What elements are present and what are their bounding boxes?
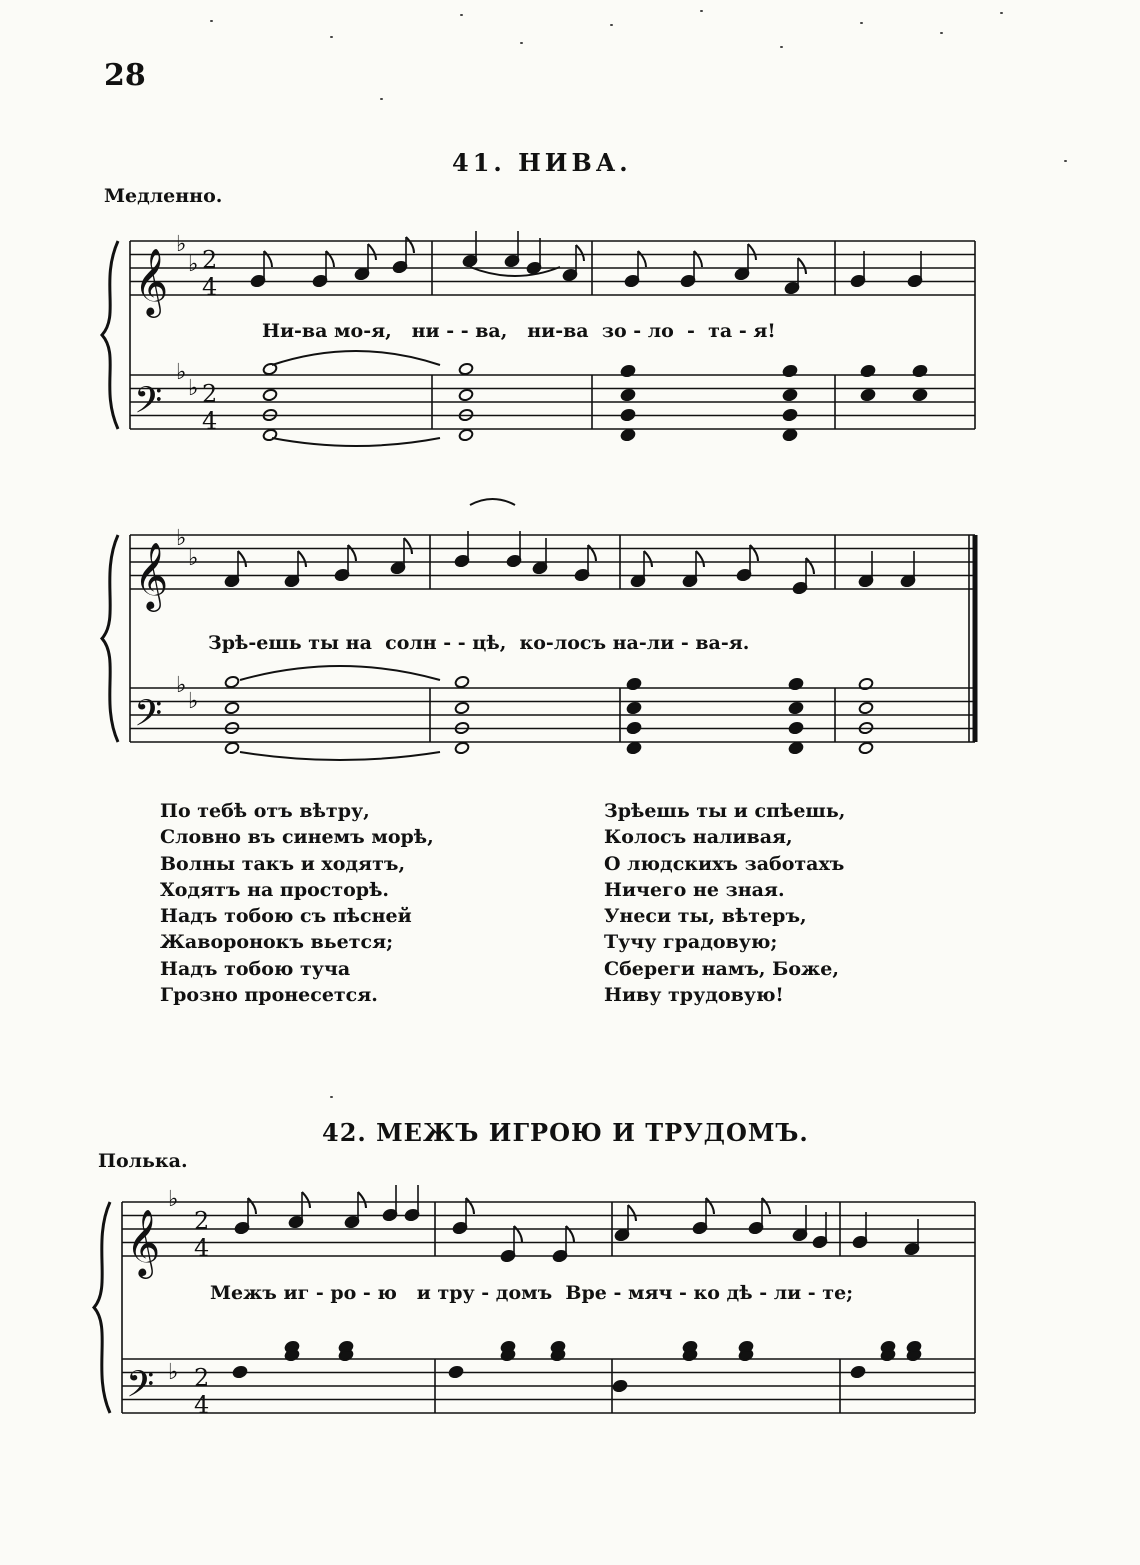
time-signature-bottom: 4 <box>194 1391 210 1419</box>
note-head <box>458 388 473 401</box>
flat-sign: ♭ <box>176 526 187 551</box>
note-head <box>224 701 239 714</box>
note-head <box>262 428 277 441</box>
system-3-grand-staff <box>94 1185 975 1419</box>
flat-sign: ♭ <box>176 360 187 385</box>
verse-line: Жаворонокъ вьется; <box>160 931 394 954</box>
verse-line: Ходятъ на просторѣ. <box>160 878 390 901</box>
note-flag <box>238 551 246 567</box>
treble-clef: 𝄞 <box>134 541 169 609</box>
slur <box>240 752 440 760</box>
slur <box>240 666 440 680</box>
note-head <box>620 408 635 421</box>
note-head <box>782 408 797 421</box>
note-head <box>612 1379 627 1392</box>
time-signature-bottom: 4 <box>194 1234 210 1262</box>
verse-line: Ничего не зная. <box>604 878 785 901</box>
brace <box>102 241 118 429</box>
note-head <box>262 388 277 401</box>
note-flag <box>302 1192 310 1208</box>
note-head <box>454 741 469 754</box>
flat-sign: ♭ <box>168 1187 179 1212</box>
song-41-title: 41. НИВА. <box>452 148 632 177</box>
note-head <box>454 701 469 714</box>
verse-line: Грозно пронесется. <box>160 984 378 1007</box>
song-41-tempo: Медленно. <box>104 185 223 207</box>
note-head <box>912 388 927 401</box>
note-head <box>454 675 469 688</box>
time-signature-top: 2 <box>202 380 218 408</box>
note-flag <box>466 1198 474 1214</box>
verse-line: Волны такъ и ходятъ, <box>160 852 406 875</box>
song-41-lyrics-line-2: Зрѣ-ешь ты на солн - - цѣ, ко-лосъ на-ли - ва-я. <box>208 632 750 654</box>
song-42-lyrics-line-1: Межъ иг - ро - ю и тру - домъ Вре - мяч - ко дѣ - ли - те; <box>210 1282 854 1304</box>
treble-clef: 𝄞 <box>126 1208 161 1276</box>
note-flag <box>326 251 334 267</box>
note-flag <box>248 1198 256 1214</box>
flat-sign: ♭ <box>188 689 199 714</box>
note-flag <box>706 1198 714 1214</box>
note-flag <box>588 545 596 561</box>
note-head <box>620 388 635 401</box>
time-signature-top: 2 <box>202 246 218 274</box>
bass-clef: 𝄢 <box>134 692 163 744</box>
note-head <box>858 741 873 754</box>
verse-line: О людскихъ заботахъ <box>604 852 845 875</box>
note-flag <box>576 245 584 261</box>
song-42-title: 42. МЕЖЪ ИГРОЮ И ТРУДОМЪ. <box>322 1118 809 1147</box>
treble-clef: 𝄞 <box>134 247 169 315</box>
note-head <box>448 1365 463 1378</box>
verse-line: Сбереги намъ, Боже, <box>604 957 839 980</box>
note-flag <box>644 551 652 567</box>
bass-clef: 𝄢 <box>134 379 163 431</box>
verse-line: Надъ тобою съ пѣсней <box>160 905 412 928</box>
time-signature-bottom: 4 <box>202 273 218 301</box>
verse-line: Колосъ наливая, <box>604 826 793 849</box>
note-head <box>782 388 797 401</box>
note-flag <box>762 1198 770 1214</box>
flat-sign: ♭ <box>188 376 199 401</box>
bass-clef: 𝄢 <box>126 1363 155 1415</box>
note-flag <box>358 1192 366 1208</box>
system-2-grand-staff <box>102 499 975 760</box>
note-head <box>224 741 239 754</box>
slur <box>470 499 515 505</box>
slur <box>272 438 440 446</box>
note-flag <box>798 258 806 274</box>
note-head <box>788 721 803 734</box>
verse-line: Тучу градовую; <box>604 931 778 954</box>
time-signature-bottom: 4 <box>202 407 218 435</box>
flat-sign: ♭ <box>188 252 199 277</box>
note-head <box>850 1365 865 1378</box>
song-42-tempo: Полька. <box>98 1150 188 1172</box>
note-flag <box>694 251 702 267</box>
flat-sign: ♭ <box>176 673 187 698</box>
brace <box>94 1202 110 1413</box>
flat-sign: ♭ <box>176 232 187 257</box>
note-head <box>782 428 797 441</box>
note-flag <box>298 551 306 567</box>
verse-line: Словно въ синемъ морѣ, <box>160 826 434 849</box>
note-head <box>458 362 473 375</box>
note-head <box>858 701 873 714</box>
verse-line: Ниву трудовую! <box>604 984 784 1007</box>
slur <box>272 351 440 365</box>
note-flag <box>404 538 412 554</box>
verse-line: Унеси ты, вѣтеръ, <box>604 905 807 928</box>
note-head <box>626 741 641 754</box>
note-flag <box>748 244 756 260</box>
brace <box>102 535 118 742</box>
note-head <box>626 721 641 734</box>
time-signature-top: 2 <box>194 1207 210 1235</box>
verse-line: Зрѣешь ты и спѣешь, <box>604 800 846 822</box>
page-number: 28 <box>104 58 146 93</box>
note-head <box>232 1365 247 1378</box>
note-flag <box>406 237 414 253</box>
note-flag <box>638 251 646 267</box>
note-head <box>458 428 473 441</box>
song-41-lyrics-line-1: Ни-ва мо-я, ни - - ва, ни-ва зо - ло - та - я! <box>262 320 776 342</box>
verse-line: Надъ тобою туча <box>160 957 351 980</box>
note-head <box>788 741 803 754</box>
note-flag <box>696 551 704 567</box>
note-head <box>626 701 641 714</box>
note-head <box>620 428 635 441</box>
flat-sign: ♭ <box>188 546 199 571</box>
note-flag <box>806 558 814 574</box>
system-1-grand-staff <box>102 231 975 446</box>
note-flag <box>348 545 356 561</box>
note-flag <box>628 1205 636 1221</box>
note-head <box>860 388 875 401</box>
flat-sign: ♭ <box>168 1360 179 1385</box>
note-head <box>224 675 239 688</box>
note-flag <box>750 545 758 561</box>
note-flag <box>368 244 376 260</box>
verse-line: По тебѣ отъ вѣтру, <box>160 800 370 822</box>
note-head <box>788 701 803 714</box>
note-flag <box>264 251 272 267</box>
time-signature-top: 2 <box>194 1364 210 1392</box>
